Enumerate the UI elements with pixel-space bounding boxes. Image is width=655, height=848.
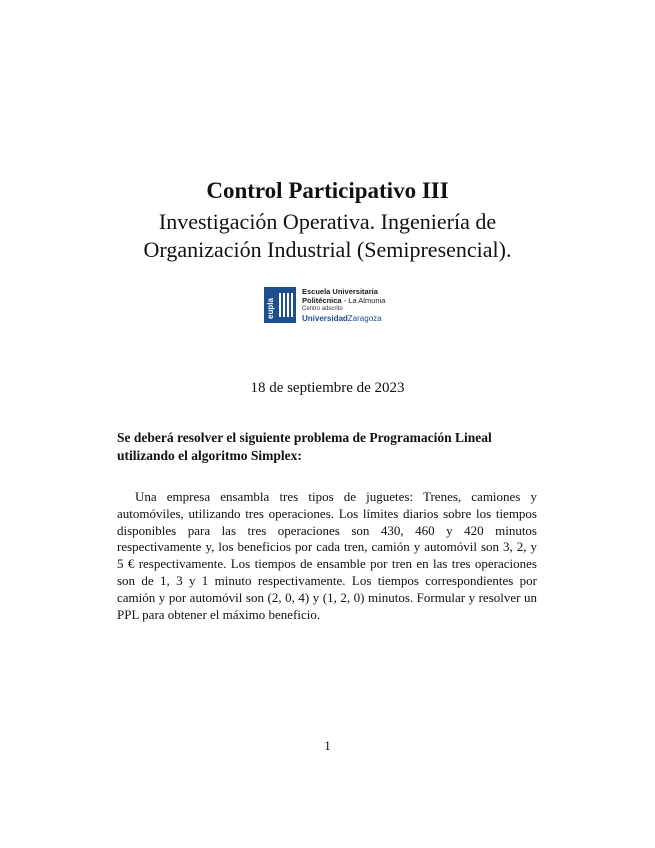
logo-line-school: Escuela Universitaria [302, 287, 378, 296]
page-number: 1 [324, 738, 331, 753]
logo-mark-text: eupla [266, 298, 275, 319]
problem-statement: Una empresa ensambla tres tipos de juguetes: Trenes, camiones y automóviles, utilizando tres operaciones. Los límites diarios sobre los tiempos disponibles para las tres operaciones son 430, 460 y 420 minutos respectivamente y, los beneficios por cada tren, camión y automóvil son 3, 2, y 5 € respectivamente. Los tiempos de ensamble por tren en las tres operaciones son de 1, 3 y 1 minuto respectivamente. Los tiempos correspondientes por camión y por automóvil son (2, 0, 4) y (1, 2, 0) minutos. Formular y resolver un PPL para obtener el máximo beneficio. [117, 489, 537, 622]
instructions-paragraph: Se deberá resolver el siguiente problema de Programación Lineal utilizando el algoritmo Simplex: [117, 430, 492, 463]
title-block [0, 176, 655, 264]
logo-columns-icon [278, 291, 294, 319]
university-logo [264, 287, 392, 325]
logo-line-university [302, 314, 385, 324]
eupla-logo-mark [264, 287, 296, 323]
document-subtitle-line-1: Investigación Operativa. Ingeniería de [158, 209, 497, 234]
logo-university-bold: Universidad [302, 314, 348, 323]
logo-line-polytechnic [302, 296, 385, 305]
logo-line-affiliate: Centro adscrito [302, 306, 343, 312]
logo-university-city: Zaragoza [347, 314, 382, 323]
logo-location: - La Almunia [341, 296, 386, 305]
logo-polytechnic-bold: Politécnica [302, 296, 342, 305]
document-subtitle-line-2: Organización Industrial (Semipresencial). [143, 237, 512, 262]
logo-text [302, 287, 385, 324]
document-title: Control Participativo III [206, 178, 449, 203]
document-date: 18 de septiembre de 2023 [250, 380, 405, 396]
